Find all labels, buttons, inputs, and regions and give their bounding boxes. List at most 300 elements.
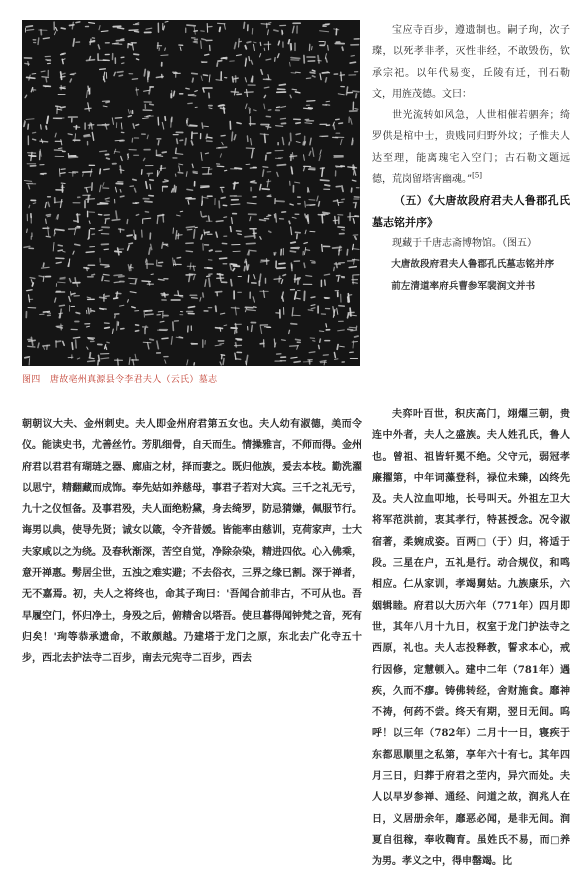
rubbing-glyph (305, 119, 314, 123)
rubbing-glyph (130, 179, 136, 192)
rubbing-glyph (186, 88, 197, 95)
rubbing-glyph (171, 291, 182, 300)
rubbing-glyph (276, 308, 284, 318)
rubbing-glyph (85, 103, 91, 111)
rubbing-glyph (310, 338, 315, 341)
rubbing-glyph (305, 230, 315, 234)
rubbing-glyph (157, 166, 165, 177)
rubbing-glyph (112, 211, 120, 220)
rubbing-glyph (305, 214, 309, 223)
rubbing-glyph (217, 164, 227, 171)
rubbing-glyph (276, 118, 286, 126)
rubbing-glyph (246, 355, 248, 365)
rubbing-glyph (303, 136, 311, 144)
rubbing-glyph (234, 291, 241, 299)
rubbing-glyph (114, 275, 124, 283)
rubbing-glyph (220, 187, 224, 192)
rubbing-glyph (143, 116, 154, 119)
rubbing-glyph (24, 181, 35, 189)
rubbing-glyph (201, 230, 212, 239)
rubbing-glyph (277, 84, 286, 92)
rubbing-glyph (59, 169, 65, 177)
rubbing-glyph (321, 168, 325, 176)
rubbing-glyph (320, 136, 328, 137)
rubbing-glyph (348, 326, 357, 331)
rubbing-glyph (275, 150, 283, 158)
rubbing-glyph (27, 229, 32, 239)
rubbing-glyph (70, 73, 75, 82)
rubbing-glyph (349, 117, 352, 124)
rubbing-glyph (304, 56, 315, 63)
rubbing-glyph (26, 26, 34, 32)
rubbing-glyph (232, 214, 237, 224)
rubbing-glyph (54, 22, 65, 35)
rubbing-glyph (335, 42, 344, 50)
rubbing-glyph (179, 45, 183, 51)
rubbing-glyph (245, 307, 256, 312)
rubbing-glyph (274, 339, 285, 347)
rubbing-glyph (73, 39, 80, 46)
rubbing-glyph (246, 148, 254, 158)
figure-caption: 图四 唐故亳州真源县令李君夫人（云氏）墓志 (22, 372, 360, 385)
rubbing-glyph (173, 72, 181, 77)
rubbing-glyph (171, 117, 172, 127)
rubbing-glyph (45, 197, 50, 208)
rubbing-glyph (129, 74, 138, 80)
rubbing-glyph (321, 274, 329, 286)
rubbing-glyph (173, 132, 182, 143)
rubbing-glyph (335, 291, 341, 303)
rubbing-glyph (309, 44, 312, 50)
rubbing-glyph (69, 117, 80, 129)
body-paragraph-right: 夫弈叶百世，积庆高门，翊燿三朝，贵连中外者，夫人之盛族。夫人姓孔氏，鲁人也。曾祖、祖皆轩冕不绝。父守元，弱冠孝廉擢第，中年词藻登科，禄位未臻，凶终先及。夫人泣血叩地，长号叫天。外祖左卫大将军范洪前，衷其孝行，特甚授念。况令淑宿著，柔婉成姿。百两□（于）归，将适于段。三星在户，五礼是行。动合规仪，和鸣相应。仁从家训，孝竭舅姑。九族康乐，六姻辑睦。府君以大历六年（771年）四月即世，其年八月十九日，权室于龙门护法寺之西原，礼也。夫人志投释教，誓求本心，戒行因修，定慧顿入。建中二年（781年）遇疾，久而不瘳。铸佛转经，舍财施食。靡神不祷，何药不尝。终天有期，翌日无间。呜呼！以三年（782年）二月十一日，寝疾于东都思顺里之私第，享年六十有七。其年四月三日，归葬于府君之茔内，异穴而处。夫人以早岁参禅、通经、问道之故，润兆人在日，义居册余年，靡恶必闻，是非无间。润夏自徂稼，奉收鞫育。虽姓氏不易，而□养为男。孝义之中，得申罄竭。比 (372, 404, 570, 873)
rubbing-glyph (86, 86, 90, 97)
section-intro: 现藏于千唐志斋博物馆。（图五） (372, 233, 570, 254)
rubbing-glyph (217, 147, 227, 157)
rubbing-glyph (290, 153, 297, 161)
rubbing-glyph (114, 292, 121, 299)
rubbing-glyph (338, 227, 344, 234)
rubbing-glyph (231, 277, 242, 286)
rubbing-glyph (304, 261, 315, 268)
rubbing-glyph (144, 70, 149, 82)
rubbing-glyph (186, 274, 195, 282)
rubbing-glyph (40, 165, 46, 175)
rubbing-glyph (334, 199, 345, 205)
rubbing-glyph (142, 274, 153, 285)
rubbing-glyph (40, 312, 51, 316)
rubbing-glyph (162, 243, 168, 249)
rubbing-glyph (248, 323, 256, 332)
rubbing-glyph (143, 102, 153, 110)
rubbing-glyph (308, 305, 315, 311)
rubbing-glyph (186, 227, 197, 239)
rubbing-glyph (112, 118, 122, 130)
rubbing-glyph (30, 278, 35, 286)
rubbing-glyph (245, 57, 252, 67)
rubbing-glyph (186, 243, 193, 252)
rubbing-glyph (320, 180, 329, 189)
rubbing-glyph (187, 263, 195, 271)
rubbing-glyph (201, 152, 209, 160)
rubbing-texture (22, 20, 360, 366)
rubbing-glyph (144, 311, 153, 318)
rubbing-glyph (291, 290, 301, 299)
rubbing-glyph (187, 307, 195, 314)
rubbing-glyph (209, 106, 212, 109)
rubbing-glyph (177, 211, 183, 216)
rubbing-glyph (221, 135, 225, 144)
rubbing-glyph (83, 195, 95, 208)
rubbing-glyph (142, 230, 151, 239)
rubbing-glyph (333, 215, 343, 224)
rubbing-glyph (261, 70, 271, 80)
rubbing-glyph (128, 110, 132, 114)
rubbing-glyph (246, 243, 256, 255)
rubbing-glyph (235, 339, 242, 347)
rubbing-glyph (274, 212, 285, 222)
inscription-title: 大唐故段府君夫人鲁郡孔氏墓志铭并序 (372, 254, 570, 275)
rubbing-glyph (145, 28, 152, 32)
footnote-marker: [5] (472, 172, 482, 180)
eulogy-text: 世光流转如风急，人世相催若驷奔；绮罗供是棺中士，贵贱同归野外坟；子惟夫人达至理，能离瑰宅入空门；古石勒文题远德，荒岗留塔害幽魂。” (372, 110, 570, 185)
rubbing-glyph (113, 54, 124, 64)
rubbing-glyph (156, 150, 166, 156)
rubbing-glyph (348, 213, 359, 223)
rubbing-glyph (264, 104, 271, 110)
rubbing-glyph (24, 246, 33, 248)
rubbing-glyph (352, 275, 359, 284)
rubbing-glyph (201, 134, 213, 142)
rubbing-glyph (157, 338, 168, 349)
rubbing-glyph (26, 308, 35, 318)
rubbing-glyph (100, 169, 109, 174)
rubbing-glyph (231, 89, 241, 95)
rubbing-glyph (85, 324, 90, 327)
rubbing-glyph (98, 198, 110, 204)
rubbing-glyph (235, 39, 242, 49)
rubbing-glyph (230, 264, 240, 271)
rubbing-glyph (319, 324, 329, 332)
rubbing-glyph (58, 86, 65, 95)
rubbing-glyph (61, 53, 65, 63)
rubbing-glyph (278, 41, 283, 47)
rubbing-glyph (186, 164, 197, 176)
rubbing-glyph (274, 25, 286, 34)
rubbing-glyph (232, 245, 241, 252)
rubbing-glyph (334, 263, 345, 271)
rubbing-glyph (85, 123, 94, 129)
rubbing-glyph (25, 357, 30, 365)
rubbing-glyph (38, 343, 50, 349)
rubbing-glyph (45, 56, 50, 63)
rubbing-glyph (231, 307, 239, 315)
rubbing-glyph (172, 185, 176, 192)
rubbing-glyph (263, 167, 271, 177)
rubbing-glyph (250, 292, 254, 302)
rubbing-glyph (289, 133, 300, 144)
rubbing-glyph (87, 297, 94, 299)
rubbing-glyph (42, 263, 50, 268)
rubbing-glyph (103, 101, 110, 107)
rubbing-glyph (54, 229, 64, 236)
rubbing-glyph (201, 186, 209, 188)
rubbing-glyph (161, 293, 168, 300)
rubbing-glyph (304, 166, 315, 170)
rubbing-glyph (347, 87, 360, 98)
rubbing-glyph (303, 243, 310, 255)
rubbing-glyph (157, 43, 165, 51)
rubbing-glyph (333, 133, 344, 144)
rubbing-glyph (216, 325, 227, 331)
rubbing-glyph (216, 72, 227, 81)
rubbing-glyph (87, 57, 95, 61)
rubbing-glyph (320, 124, 330, 125)
rubbing-glyph (171, 337, 182, 345)
rubbing-glyph (306, 70, 315, 78)
rubbing-glyph (192, 38, 198, 43)
rubbing-glyph (205, 260, 212, 269)
right-column-top (372, 20, 570, 297)
rubbing-glyph (215, 197, 227, 207)
rubbing-glyph (115, 248, 124, 255)
rubbing-glyph (289, 324, 297, 334)
rubbing-glyph (143, 326, 148, 334)
rubbing-glyph (27, 74, 36, 81)
rubbing-glyph (56, 341, 64, 348)
rubbing-glyph (133, 203, 139, 204)
rubbing-glyph (233, 182, 238, 189)
rubbing-glyph (187, 119, 198, 126)
rubbing-glyph (142, 134, 149, 139)
rubbing-glyph (334, 29, 339, 35)
rubbing-glyph (186, 198, 195, 205)
rubbing-glyph (41, 70, 48, 82)
rubbing-glyph (27, 214, 31, 223)
rubbing-glyph (251, 181, 257, 191)
rubbing-glyph (88, 274, 95, 276)
rubbing-glyph (291, 357, 300, 362)
rubbing-glyph (201, 24, 212, 33)
rubbing-glyph (348, 165, 357, 175)
rubbing-glyph (187, 360, 195, 365)
rubbing-glyph (171, 91, 183, 98)
rubbing-glyph (275, 54, 279, 62)
rubbing-glyph (72, 337, 80, 349)
rubbing-glyph (173, 148, 183, 158)
rubbing-glyph (84, 133, 94, 145)
rubbing-glyph (351, 39, 359, 45)
rubbing-glyph (102, 274, 109, 281)
rubbing-glyph (71, 322, 79, 330)
rubbing-glyph (215, 292, 221, 296)
rubbing-glyph (333, 306, 344, 318)
rubbing-glyph (204, 308, 211, 311)
rubbing-glyph (246, 104, 257, 114)
rubbing-glyph (247, 197, 256, 204)
rubbing-glyph (233, 76, 239, 82)
rubbing-glyph (304, 291, 315, 300)
rubbing-glyph (128, 292, 137, 302)
rubbing-glyph (336, 275, 344, 281)
rubbing-glyph (100, 183, 109, 192)
rubbing-glyph (188, 326, 192, 332)
section-heading: （五）《大唐故段府君夫人鲁郡孔氏墓志铭并序》 (372, 190, 570, 233)
rubbing-glyph (39, 30, 47, 35)
rubbing-glyph (352, 336, 358, 348)
rubbing-glyph (245, 229, 256, 238)
rubbing-glyph (24, 119, 34, 129)
rubbing-glyph (230, 55, 242, 62)
rubbing-glyph (320, 72, 330, 82)
rubbing-glyph (190, 295, 197, 298)
rubbing-glyph (73, 197, 80, 203)
rubbing-glyph (304, 101, 315, 109)
rubbing-glyph (293, 23, 301, 33)
inscription-author: 前左清道率府兵曹参军裴润文并书 (372, 276, 570, 297)
rubbing-glyph (98, 124, 110, 130)
rubbing-glyph (53, 243, 65, 253)
rubbing-glyph (68, 259, 70, 267)
rubbing-glyph (334, 72, 344, 81)
rubbing-glyph (158, 21, 168, 32)
rubbing-glyph (56, 258, 64, 263)
rubbing-glyph (173, 257, 182, 266)
rubbing-glyph (74, 214, 80, 222)
rubbing-glyph (112, 321, 124, 333)
rubbing-glyph (216, 232, 227, 237)
rubbing-glyph (55, 198, 63, 208)
paragraph-eulogy (372, 105, 570, 190)
rubbing-glyph (350, 102, 358, 111)
rubbing-glyph (245, 76, 252, 82)
rubbing-glyph (230, 121, 241, 129)
rubbing-glyph (157, 260, 163, 266)
rubbing-glyph (215, 341, 224, 346)
rubbing-glyph (291, 167, 292, 174)
stele-rubbing-image (22, 20, 360, 366)
rubbing-glyph (173, 228, 182, 239)
rubbing-glyph (104, 323, 109, 328)
rubbing-glyph (143, 212, 151, 224)
rubbing-glyph (40, 139, 48, 143)
rubbing-glyph (56, 324, 63, 330)
rubbing-glyph (129, 278, 138, 284)
rubbing-glyph (260, 134, 268, 143)
rubbing-glyph (43, 227, 50, 237)
rubbing-glyph (98, 43, 109, 49)
rubbing-glyph (235, 352, 242, 359)
rubbing-glyph (128, 243, 133, 250)
rubbing-glyph (128, 265, 133, 271)
rubbing-glyph (231, 324, 241, 334)
rubbing-glyph (275, 199, 284, 204)
rubbing-glyph (338, 87, 344, 95)
rubbing-glyph (308, 188, 309, 192)
rubbing-glyph (68, 134, 80, 142)
rubbing-glyph (260, 291, 268, 298)
rubbing-glyph (231, 168, 242, 169)
rubbing-glyph (73, 244, 80, 254)
rubbing-glyph (291, 72, 300, 73)
rubbing-glyph (85, 183, 93, 192)
rubbing-glyph (187, 182, 195, 191)
rubbing-glyph (290, 181, 300, 192)
rubbing-glyph (129, 354, 138, 365)
rubbing-glyph (202, 54, 209, 62)
rubbing-glyph (290, 242, 299, 252)
rubbing-glyph (99, 26, 108, 32)
rubbing-glyph (324, 298, 329, 299)
rubbing-glyph (100, 308, 106, 309)
rubbing-glyph (56, 183, 65, 192)
rubbing-glyph (289, 214, 299, 223)
rubbing-glyph (317, 196, 320, 206)
rubbing-glyph (260, 259, 269, 265)
rubbing-glyph (99, 227, 109, 234)
rubbing-glyph (291, 261, 299, 271)
rubbing-glyph (266, 153, 271, 160)
rubbing-glyph (157, 353, 168, 363)
rubbing-glyph (348, 308, 357, 318)
rubbing-glyph (260, 325, 271, 334)
rubbing-glyph (98, 54, 109, 61)
rubbing-glyph (260, 231, 271, 239)
rubbing-glyph (245, 85, 256, 96)
rubbing-glyph (216, 217, 226, 222)
rubbing-glyph (292, 308, 300, 316)
rubbing-glyph (318, 54, 327, 63)
rubbing-glyph (144, 150, 151, 161)
rubbing-glyph (260, 42, 270, 51)
rubbing-glyph (319, 150, 321, 161)
rubbing-glyph (132, 307, 139, 311)
rubbing-glyph (336, 166, 345, 176)
rubbing-glyph (69, 172, 78, 176)
rubbing-glyph (260, 54, 271, 61)
rubbing-glyph (267, 195, 271, 196)
rubbing-glyph (259, 274, 265, 285)
rubbing-glyph (146, 180, 154, 189)
rubbing-glyph (334, 353, 344, 363)
rubbing-glyph (191, 343, 197, 344)
rubbing-glyph (86, 23, 95, 27)
rubbing-glyph (163, 180, 169, 192)
rubbing-glyph (290, 58, 300, 67)
rubbing-glyph (144, 87, 154, 94)
rubbing-glyph (83, 165, 95, 176)
rubbing-glyph (68, 355, 80, 359)
rubbing-glyph (247, 136, 251, 145)
rubbing-glyph (55, 291, 65, 302)
rubbing-glyph (28, 132, 35, 144)
rubbing-glyph (264, 87, 269, 98)
rubbing-glyph (351, 180, 359, 192)
rubbing-glyph (201, 75, 210, 82)
rubbing-glyph (276, 261, 285, 268)
rubbing-glyph (201, 39, 212, 51)
rubbing-glyph (87, 308, 95, 314)
rubbing-glyph (54, 148, 65, 157)
rubbing-glyph (113, 26, 123, 28)
rubbing-glyph (201, 212, 212, 222)
rubbing-glyph (260, 215, 271, 221)
rubbing-glyph (28, 153, 36, 161)
rubbing-glyph (115, 182, 123, 192)
rubbing-glyph (112, 39, 124, 45)
rubbing-glyph (29, 200, 36, 207)
rubbing-glyph (290, 89, 300, 97)
